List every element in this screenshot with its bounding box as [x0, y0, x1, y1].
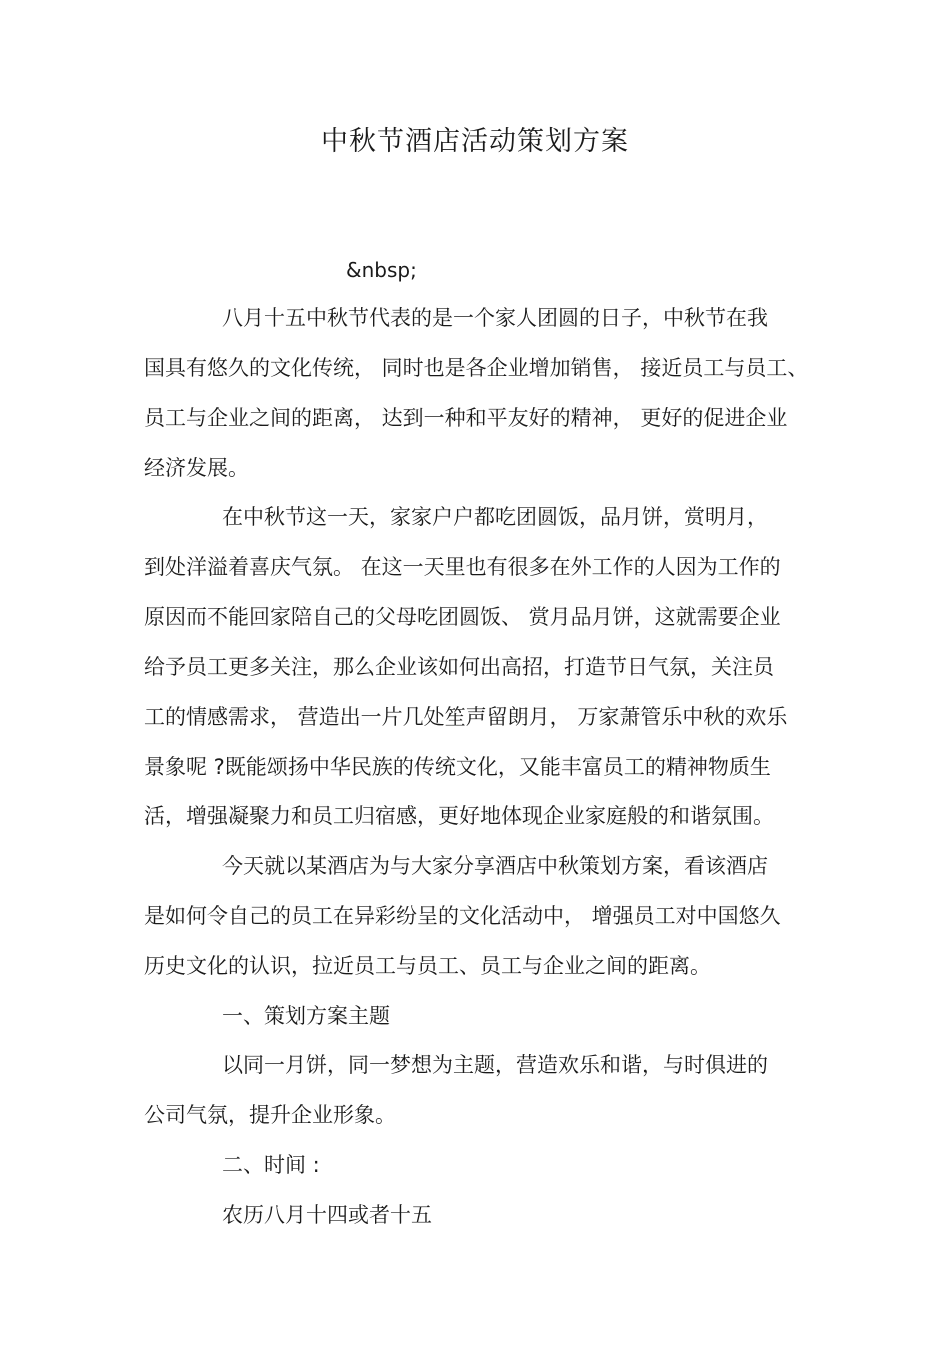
- paragraph-1-line-3: 员工与企业之间的距离， 达到一种和平友好的精神， 更好的促进企业: [144, 406, 788, 430]
- paragraph-3-line-3: 历史文化的认识，拉近员工与员工、员工与企业之间的距离。: [144, 954, 711, 978]
- section-heading-theme: 一、策划方案主题: [222, 1004, 390, 1028]
- paragraph-2-line-7: 活，增强凝聚力和员工归宿感，更好地体现企业家庭般的和谐氛围。: [144, 804, 774, 828]
- paragraph-1-line-2: 国具有悠久的文化传统， 同时也是各企业增加销售， 接近员工与员工、: [144, 356, 809, 380]
- paragraph-2-line-3: 原因而不能回家陪自己的父母吃团圆饭、 赏月品月饼，这就需要企业: [144, 605, 781, 629]
- theme-line-1: 以同一月饼，同一梦想为主题，营造欢乐和谐，与时俱进的: [222, 1053, 768, 1077]
- paragraph-2-line-6: 景象呢 ?既能颂扬中华民族的传统文化，又能丰富员工的精神物质生: [144, 755, 771, 779]
- paragraph-2-line-4: 给予员工更多关注，那么企业该如何出高招，打造节日气氛，关注员: [144, 655, 774, 679]
- paragraph-2-line-2: 到处洋溢着喜庆气氛。 在这一天里也有很多在外工作的人因为工作的: [144, 555, 781, 579]
- paragraph-2-line-5: 工的情感需求， 营造出一片几处笙声留朗月， 万家萧管乐中秋的欢乐: [144, 705, 788, 729]
- paragraph-3-line-1: 今天就以某酒店为与大家分享酒店中秋策划方案，看该酒店: [222, 854, 768, 878]
- paragraph-1-line-4: 经济发展。: [144, 456, 249, 480]
- section-heading-time: 二、时间 :: [222, 1153, 320, 1177]
- paragraph-3-line-2: 是如何令自己的员工在异彩纷呈的文化活动中， 增强员工对中国悠久: [144, 904, 781, 928]
- time-value: 农历八月十四或者十五: [222, 1203, 432, 1227]
- stray-entity-text: &nbsp;: [346, 258, 417, 282]
- paragraph-2-line-1: 在中秋节这一天，家家户户都吃团圆饭，品月饼，赏明月，: [222, 505, 768, 529]
- theme-line-2: 公司气氛，提升企业形象。: [144, 1103, 396, 1127]
- document-title: 中秋节酒店活动策划方案: [321, 126, 629, 157]
- paragraph-1-line-1: 八月十五中秋节代表的是一个家人团圆的日子，中秋节在我: [222, 306, 768, 330]
